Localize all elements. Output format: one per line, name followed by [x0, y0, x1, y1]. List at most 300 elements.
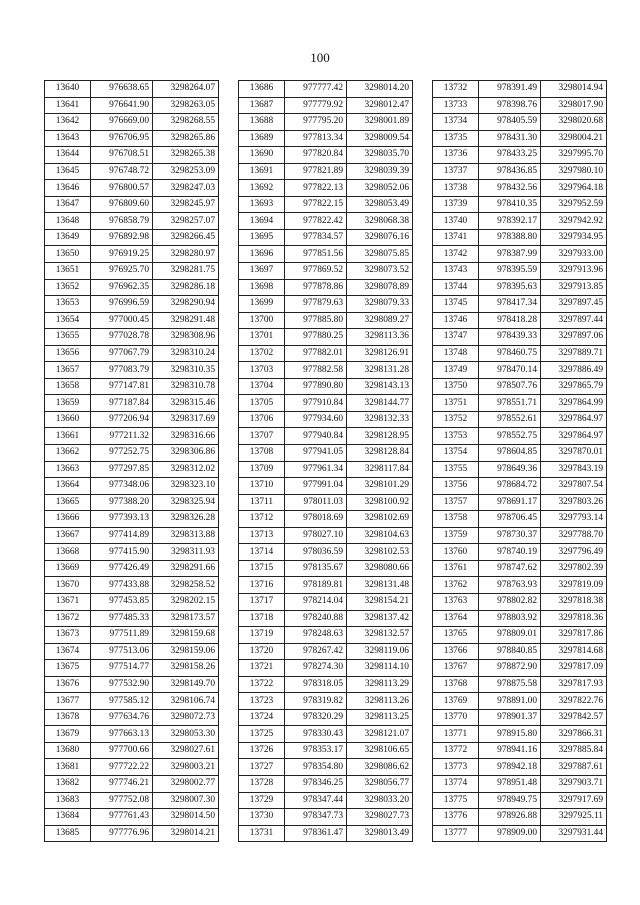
x-coordinate-cell: 978433.25: [479, 147, 541, 164]
x-coordinate-cell: 977822.42: [285, 213, 347, 230]
table-row: [45, 825, 219, 842]
x-coordinate-cell: 977511.89: [91, 627, 153, 644]
x-coordinate-cell: 978891.00: [479, 693, 541, 710]
point-id-cell: 13750: [433, 378, 479, 395]
y-coordinate-cell: 3298075.85: [347, 246, 413, 263]
table-row: [433, 511, 607, 528]
table-row: [239, 81, 413, 98]
y-coordinate-cell: 3298159.06: [153, 643, 219, 660]
x-coordinate-cell: 978398.76: [479, 97, 541, 114]
point-id-cell: 13744: [433, 279, 479, 296]
point-id-cell: 13726: [239, 742, 285, 759]
point-id-cell: 13761: [433, 560, 479, 577]
coordinate-table-1: [44, 80, 219, 842]
y-coordinate-cell: 3298158.26: [153, 660, 219, 677]
point-id-cell: 13644: [45, 147, 91, 164]
y-coordinate-cell: 3298143.13: [347, 378, 413, 395]
table-row: [239, 97, 413, 114]
table-row: [45, 627, 219, 644]
coordinate-table-2: [238, 80, 413, 842]
y-coordinate-cell: 3298053.49: [347, 196, 413, 213]
point-id-cell: 13706: [239, 411, 285, 428]
x-coordinate-cell: 977910.84: [285, 395, 347, 412]
x-coordinate-cell: 977934.60: [285, 411, 347, 428]
point-id-cell: 13672: [45, 610, 91, 627]
table-row: [45, 478, 219, 495]
y-coordinate-cell: 3298078.89: [347, 279, 413, 296]
x-coordinate-cell: 978432.56: [479, 180, 541, 197]
table-row: [239, 560, 413, 577]
point-id-cell: 13742: [433, 246, 479, 263]
x-coordinate-cell: 978840.85: [479, 643, 541, 660]
y-coordinate-cell: 3298102.53: [347, 544, 413, 561]
x-coordinate-cell: 978319.82: [285, 693, 347, 710]
y-coordinate-cell: 3298102.69: [347, 511, 413, 528]
y-coordinate-cell: 3298306.86: [153, 445, 219, 462]
x-coordinate-cell: 976962.35: [91, 279, 153, 296]
point-id-cell: 13656: [45, 345, 91, 362]
table-row: [45, 445, 219, 462]
table-row: [239, 196, 413, 213]
y-coordinate-cell: 3298027.73: [347, 809, 413, 826]
x-coordinate-cell: 978418.28: [479, 312, 541, 329]
y-coordinate-cell: 3297917.69: [541, 792, 607, 809]
y-coordinate-cell: 3298313.88: [153, 527, 219, 544]
point-id-cell: 13752: [433, 411, 479, 428]
table-row: [433, 660, 607, 677]
point-id-cell: 13712: [239, 511, 285, 528]
y-coordinate-cell: 3298131.28: [347, 362, 413, 379]
point-id-cell: 13720: [239, 643, 285, 660]
y-coordinate-cell: 3298154.21: [347, 593, 413, 610]
point-id-cell: 13734: [433, 114, 479, 131]
table-row: [45, 742, 219, 759]
table-row: [45, 229, 219, 246]
table-row: [433, 329, 607, 346]
x-coordinate-cell: 978941.16: [479, 742, 541, 759]
x-coordinate-cell: 977393.13: [91, 511, 153, 528]
table-row: [45, 130, 219, 147]
table-row: [433, 527, 607, 544]
point-id-cell: 13704: [239, 378, 285, 395]
y-coordinate-cell: 3298202.15: [153, 593, 219, 610]
y-coordinate-cell: 3297980.10: [541, 163, 607, 180]
y-coordinate-cell: 3298137.42: [347, 610, 413, 627]
table-row: [433, 345, 607, 362]
point-id-cell: 13762: [433, 577, 479, 594]
table-row: [433, 263, 607, 280]
table-row: [433, 411, 607, 428]
x-coordinate-cell: 978318.05: [285, 676, 347, 693]
point-id-cell: 13708: [239, 445, 285, 462]
y-coordinate-cell: 3298326.28: [153, 511, 219, 528]
y-coordinate-cell: 3298012.47: [347, 97, 413, 114]
point-id-cell: 13724: [239, 709, 285, 726]
x-coordinate-cell: 978901.37: [479, 709, 541, 726]
x-coordinate-cell: 978763.93: [479, 577, 541, 594]
y-coordinate-cell: 3297925.11: [541, 809, 607, 826]
point-id-cell: 13657: [45, 362, 91, 379]
table-row: [239, 378, 413, 395]
x-coordinate-cell: 977211.32: [91, 428, 153, 445]
point-id-cell: 13700: [239, 312, 285, 329]
x-coordinate-cell: 976892.98: [91, 229, 153, 246]
x-coordinate-cell: 978395.63: [479, 279, 541, 296]
point-id-cell: 13746: [433, 312, 479, 329]
table-row: [433, 81, 607, 98]
point-id-cell: 13692: [239, 180, 285, 197]
table-row: [433, 378, 607, 395]
x-coordinate-cell: 977882.58: [285, 362, 347, 379]
table-row: [45, 560, 219, 577]
table-row: [433, 213, 607, 230]
y-coordinate-cell: 3298128.95: [347, 428, 413, 445]
x-coordinate-cell: 978248.63: [285, 627, 347, 644]
table-row: [433, 428, 607, 445]
x-coordinate-cell: 977776.96: [91, 825, 153, 842]
point-id-cell: 13669: [45, 560, 91, 577]
y-coordinate-cell: 3298159.68: [153, 627, 219, 644]
x-coordinate-cell: 978353.17: [285, 742, 347, 759]
x-coordinate-cell: 978706.45: [479, 511, 541, 528]
x-coordinate-cell: 976809.60: [91, 196, 153, 213]
point-id-cell: 13670: [45, 577, 91, 594]
y-coordinate-cell: 3297866.31: [541, 726, 607, 743]
table-row: [45, 163, 219, 180]
y-coordinate-cell: 3297887.61: [541, 759, 607, 776]
x-coordinate-cell: 977297.85: [91, 461, 153, 478]
x-coordinate-cell: 977882.01: [285, 345, 347, 362]
y-coordinate-cell: 3298268.55: [153, 114, 219, 131]
table-row: [433, 792, 607, 809]
y-coordinate-cell: 3298290.94: [153, 296, 219, 313]
y-coordinate-cell: 3297822.76: [541, 693, 607, 710]
point-id-cell: 13699: [239, 296, 285, 313]
table-row: [433, 544, 607, 561]
x-coordinate-cell: 978391.49: [479, 81, 541, 98]
point-id-cell: 13769: [433, 693, 479, 710]
point-id-cell: 13641: [45, 97, 91, 114]
point-id-cell: 13736: [433, 147, 479, 164]
x-coordinate-cell: 976858.79: [91, 213, 153, 230]
y-coordinate-cell: 3298132.57: [347, 627, 413, 644]
table-row: [45, 726, 219, 743]
point-id-cell: 13721: [239, 660, 285, 677]
x-coordinate-cell: 978803.92: [479, 610, 541, 627]
table-row: [45, 81, 219, 98]
table-row: [239, 362, 413, 379]
y-coordinate-cell: 3298114.10: [347, 660, 413, 677]
y-coordinate-cell: 3297903.71: [541, 775, 607, 792]
y-coordinate-cell: 3297796.49: [541, 544, 607, 561]
x-coordinate-cell: 977388.20: [91, 494, 153, 511]
point-id-cell: 13722: [239, 676, 285, 693]
point-id-cell: 13775: [433, 792, 479, 809]
y-coordinate-cell: 3298253.09: [153, 163, 219, 180]
point-id-cell: 13681: [45, 759, 91, 776]
point-id-cell: 13709: [239, 461, 285, 478]
point-id-cell: 13768: [433, 676, 479, 693]
point-id-cell: 13651: [45, 263, 91, 280]
y-coordinate-cell: 3298004.21: [541, 130, 607, 147]
point-id-cell: 13723: [239, 693, 285, 710]
point-id-cell: 13733: [433, 97, 479, 114]
table-row: [433, 279, 607, 296]
table-row: [433, 775, 607, 792]
x-coordinate-cell: 977822.15: [285, 196, 347, 213]
x-coordinate-cell: 976748.72: [91, 163, 153, 180]
point-id-cell: 13716: [239, 577, 285, 594]
x-coordinate-cell: 978551.71: [479, 395, 541, 412]
y-coordinate-cell: 3298002.77: [153, 775, 219, 792]
x-coordinate-cell: 977822.13: [285, 180, 347, 197]
point-id-cell: 13719: [239, 627, 285, 644]
point-id-cell: 13753: [433, 428, 479, 445]
point-id-cell: 13727: [239, 759, 285, 776]
table-row: [433, 180, 607, 197]
point-id-cell: 13743: [433, 263, 479, 280]
y-coordinate-cell: 3298258.52: [153, 577, 219, 594]
point-id-cell: 13749: [433, 362, 479, 379]
table-row: [433, 296, 607, 313]
table-row: [239, 494, 413, 511]
table-row: [239, 130, 413, 147]
point-id-cell: 13655: [45, 329, 91, 346]
table-row: [239, 213, 413, 230]
x-coordinate-cell: 978740.19: [479, 544, 541, 561]
point-id-cell: 13702: [239, 345, 285, 362]
y-coordinate-cell: 3297964.18: [541, 180, 607, 197]
point-id-cell: 13763: [433, 593, 479, 610]
table-row: [239, 643, 413, 660]
y-coordinate-cell: 3298014.20: [347, 81, 413, 98]
table-row: [239, 610, 413, 627]
point-id-cell: 13732: [433, 81, 479, 98]
x-coordinate-cell: 977513.06: [91, 643, 153, 660]
point-id-cell: 13666: [45, 511, 91, 528]
table-row: [45, 577, 219, 594]
x-coordinate-cell: 978240.88: [285, 610, 347, 627]
x-coordinate-cell: 978214.04: [285, 593, 347, 610]
point-id-cell: 13710: [239, 478, 285, 495]
table-row: [433, 494, 607, 511]
x-coordinate-cell: 977834.57: [285, 229, 347, 246]
x-coordinate-cell: 977585.12: [91, 693, 153, 710]
x-coordinate-cell: 977746.21: [91, 775, 153, 792]
table-row: [239, 775, 413, 792]
y-coordinate-cell: 3297802.39: [541, 560, 607, 577]
x-coordinate-cell: 977067.79: [91, 345, 153, 362]
table-row: [45, 213, 219, 230]
x-coordinate-cell: 977415.90: [91, 544, 153, 561]
x-coordinate-cell: 978135.67: [285, 560, 347, 577]
y-coordinate-cell: 3297864.99: [541, 395, 607, 412]
table-row: [433, 445, 607, 462]
table-row: [239, 461, 413, 478]
y-coordinate-cell: 3298121.07: [347, 726, 413, 743]
point-id-cell: 13675: [45, 660, 91, 677]
table-row: [433, 627, 607, 644]
table-row: [239, 263, 413, 280]
table-row: [45, 544, 219, 561]
y-coordinate-cell: 3298086.62: [347, 759, 413, 776]
table-row: [433, 809, 607, 826]
x-coordinate-cell: 978915.80: [479, 726, 541, 743]
y-coordinate-cell: 3298266.45: [153, 229, 219, 246]
table-row: [433, 196, 607, 213]
table-row: [45, 196, 219, 213]
point-id-cell: 13766: [433, 643, 479, 660]
point-id-cell: 13665: [45, 494, 91, 511]
point-id-cell: 13731: [239, 825, 285, 842]
y-coordinate-cell: 3298027.61: [153, 742, 219, 759]
table-row: [433, 395, 607, 412]
y-coordinate-cell: 3297942.92: [541, 213, 607, 230]
x-coordinate-cell: 978346.25: [285, 775, 347, 792]
point-id-cell: 13673: [45, 627, 91, 644]
y-coordinate-cell: 3298014.21: [153, 825, 219, 842]
table-row: [239, 180, 413, 197]
table-row: [45, 411, 219, 428]
point-id-cell: 13667: [45, 527, 91, 544]
point-id-cell: 13686: [239, 81, 285, 98]
x-coordinate-cell: 978649.36: [479, 461, 541, 478]
x-coordinate-cell: 977000.45: [91, 312, 153, 329]
table-row: [45, 329, 219, 346]
x-coordinate-cell: 978470.14: [479, 362, 541, 379]
x-coordinate-cell: 977514.77: [91, 660, 153, 677]
x-coordinate-cell: 978320.29: [285, 709, 347, 726]
y-coordinate-cell: 3298132.33: [347, 411, 413, 428]
x-coordinate-cell: 978552.75: [479, 428, 541, 445]
x-coordinate-cell: 978872.90: [479, 660, 541, 677]
table-row: [45, 97, 219, 114]
point-id-cell: 13725: [239, 726, 285, 743]
point-id-cell: 13756: [433, 478, 479, 495]
x-coordinate-cell: 978431.30: [479, 130, 541, 147]
x-coordinate-cell: 978951.48: [479, 775, 541, 792]
y-coordinate-cell: 3298100.92: [347, 494, 413, 511]
x-coordinate-cell: 977813.34: [285, 130, 347, 147]
y-coordinate-cell: 3297864.97: [541, 411, 607, 428]
table-row: [239, 163, 413, 180]
point-id-cell: 13643: [45, 130, 91, 147]
point-id-cell: 13741: [433, 229, 479, 246]
table-row: [239, 345, 413, 362]
point-id-cell: 13677: [45, 693, 91, 710]
y-coordinate-cell: 3297803.26: [541, 494, 607, 511]
point-id-cell: 13684: [45, 809, 91, 826]
point-id-cell: 13718: [239, 610, 285, 627]
x-coordinate-cell: 978809.01: [479, 627, 541, 644]
x-coordinate-cell: 976708.51: [91, 147, 153, 164]
table-row: [45, 147, 219, 164]
x-coordinate-cell: 978410.35: [479, 196, 541, 213]
x-coordinate-cell: 977187.84: [91, 395, 153, 412]
point-id-cell: 13679: [45, 726, 91, 743]
y-coordinate-cell: 3298310.78: [153, 378, 219, 395]
point-id-cell: 13701: [239, 329, 285, 346]
x-coordinate-cell: 978460.75: [479, 345, 541, 362]
table-row: [433, 362, 607, 379]
y-coordinate-cell: 3298286.18: [153, 279, 219, 296]
point-id-cell: 13640: [45, 81, 91, 98]
x-coordinate-cell: 978027.10: [285, 527, 347, 544]
table-row: [433, 577, 607, 594]
table-row: [45, 362, 219, 379]
point-id-cell: 13698: [239, 279, 285, 296]
x-coordinate-cell: 978036.59: [285, 544, 347, 561]
x-coordinate-cell: 978267.42: [285, 643, 347, 660]
y-coordinate-cell: 3297886.49: [541, 362, 607, 379]
point-id-cell: 13661: [45, 428, 91, 445]
y-coordinate-cell: 3298009.54: [347, 130, 413, 147]
y-coordinate-cell: 3297952.59: [541, 196, 607, 213]
x-coordinate-cell: 976800.57: [91, 180, 153, 197]
point-id-cell: 13693: [239, 196, 285, 213]
x-coordinate-cell: 977869.52: [285, 263, 347, 280]
table-row: [239, 445, 413, 462]
table-row: [239, 329, 413, 346]
point-id-cell: 13772: [433, 742, 479, 759]
point-id-cell: 13659: [45, 395, 91, 412]
table-row: [45, 312, 219, 329]
y-coordinate-cell: 3298144.77: [347, 395, 413, 412]
table-row: [239, 411, 413, 428]
point-id-cell: 13648: [45, 213, 91, 230]
table-row: [45, 527, 219, 544]
point-id-cell: 13685: [45, 825, 91, 842]
point-id-cell: 13703: [239, 362, 285, 379]
y-coordinate-cell: 3297818.38: [541, 593, 607, 610]
table-row: [433, 461, 607, 478]
point-id-cell: 13660: [45, 411, 91, 428]
y-coordinate-cell: 3298245.97: [153, 196, 219, 213]
y-coordinate-cell: 3298308.96: [153, 329, 219, 346]
point-id-cell: 13730: [239, 809, 285, 826]
x-coordinate-cell: 976996.59: [91, 296, 153, 313]
x-coordinate-cell: 978439.33: [479, 329, 541, 346]
y-coordinate-cell: 3298281.75: [153, 263, 219, 280]
table-row: [433, 709, 607, 726]
point-id-cell: 13671: [45, 593, 91, 610]
table-row: [45, 494, 219, 511]
table-row: [433, 163, 607, 180]
x-coordinate-cell: 977028.78: [91, 329, 153, 346]
table-row: [45, 709, 219, 726]
table-row: [239, 279, 413, 296]
x-coordinate-cell: 978552.61: [479, 411, 541, 428]
x-coordinate-cell: 978347.73: [285, 809, 347, 826]
table-row: [433, 229, 607, 246]
table-row: [45, 660, 219, 677]
table-row: [239, 395, 413, 412]
point-id-cell: 13697: [239, 263, 285, 280]
x-coordinate-cell: 978942.18: [479, 759, 541, 776]
table-row: [45, 809, 219, 826]
point-id-cell: 13728: [239, 775, 285, 792]
table-row: [45, 461, 219, 478]
x-coordinate-cell: 978875.58: [479, 676, 541, 693]
table-row: [239, 544, 413, 561]
y-coordinate-cell: 3298128.84: [347, 445, 413, 462]
point-id-cell: 13646: [45, 180, 91, 197]
y-coordinate-cell: 3298076.16: [347, 229, 413, 246]
table-row: [45, 296, 219, 313]
y-coordinate-cell: 3298265.38: [153, 147, 219, 164]
table-row: [45, 246, 219, 263]
point-id-cell: 13663: [45, 461, 91, 478]
